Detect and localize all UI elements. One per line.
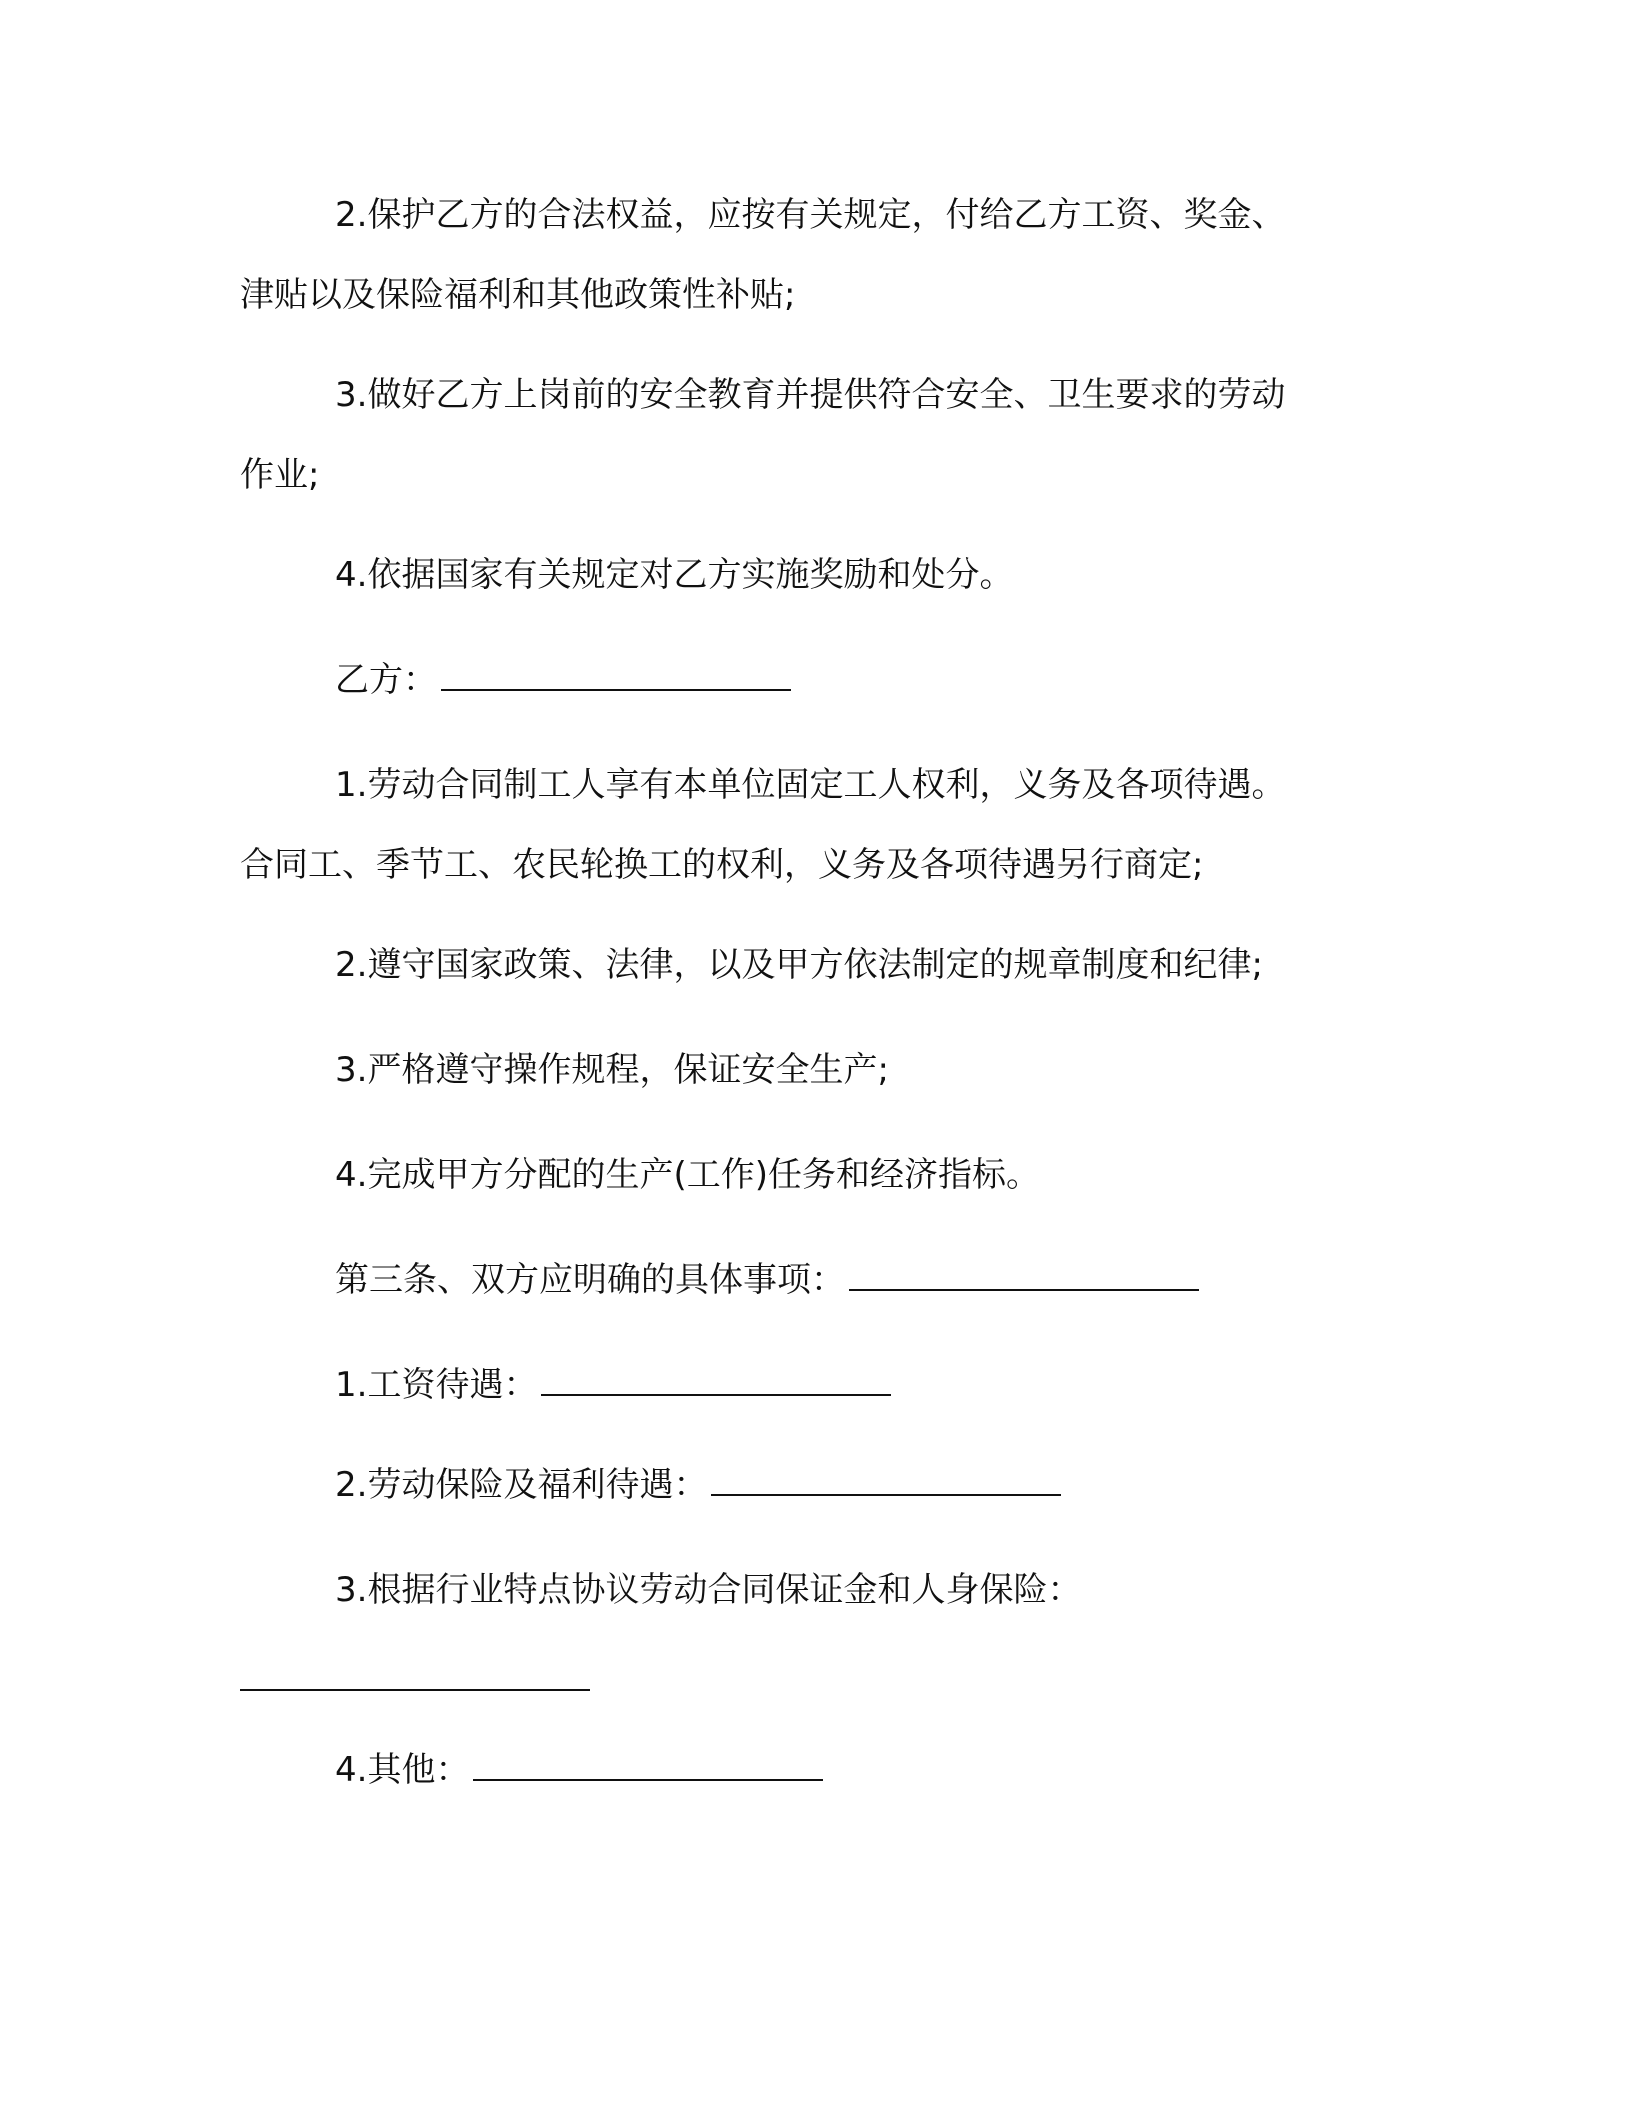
jia-item-3-line-1 xyxy=(240,350,1485,440)
article-3-item-2 xyxy=(240,1440,1485,1530)
article-3-item-4-label: 4.其他： xyxy=(335,1750,470,1790)
jia-item-4 xyxy=(240,530,1485,620)
article-3-item-1 xyxy=(240,1340,1485,1430)
article-3-item-3-blank-line xyxy=(240,1635,1390,1725)
yi-party-label: 乙方： xyxy=(335,660,437,700)
jia-item-2-line-2 xyxy=(240,250,1390,340)
jia-item-3-text-2: 作业; xyxy=(240,455,320,495)
article-3-item-4 xyxy=(240,1725,1485,1815)
yi-item-1-line-1 xyxy=(240,740,1485,830)
yi-item-3-text: 3.严格遵守操作规程，保证安全生产; xyxy=(335,1050,889,1090)
jia-item-2-text-2: 津贴以及保险福利和其他政策性补贴; xyxy=(240,275,796,315)
article-3-item-4-blank[interactable] xyxy=(473,1778,823,1781)
jia-item-2-text-1: 2.保护乙方的合法权益，应按有关规定，付给乙方工资、奖金、 xyxy=(335,195,1286,235)
yi-item-4-text: 4.完成甲方分配的生产(工作)任务和经济指标。 xyxy=(335,1155,1040,1195)
yi-item-1-line-2 xyxy=(240,820,1390,910)
jia-item-3-text-1: 3.做好乙方上岗前的安全教育并提供符合安全、卫生要求的劳动 xyxy=(335,375,1286,415)
yi-party-blank[interactable] xyxy=(441,688,791,691)
article-3-item-1-label: 1.工资待遇： xyxy=(335,1365,538,1405)
yi-item-1-text-1: 1.劳动合同制工人享有本单位固定工人权利，义务及各项待遇。 xyxy=(335,765,1286,805)
yi-item-4 xyxy=(240,1130,1485,1220)
yi-item-2-text: 2.遵守国家政策、法律，以及甲方依法制定的规章制度和纪律; xyxy=(335,945,1263,985)
article-3-item-1-blank[interactable] xyxy=(541,1393,891,1396)
article-3-heading-blank[interactable] xyxy=(849,1288,1199,1291)
article-3-item-3-blank[interactable] xyxy=(240,1688,590,1691)
jia-item-2-line-1 xyxy=(240,170,1485,260)
article-3-item-2-label: 2.劳动保险及福利待遇： xyxy=(335,1465,708,1505)
article-3-heading-text: 第三条、双方应明确的具体事项： xyxy=(335,1260,845,1300)
yi-item-1-text-2: 合同工、季节工、农民轮换工的权利，义务及各项待遇另行商定; xyxy=(240,845,1204,885)
article-3-heading xyxy=(240,1235,1485,1325)
yi-item-2 xyxy=(240,920,1485,1010)
article-3-item-3-label: 3.根据行业特点协议劳动合同保证金和人身保险： xyxy=(335,1570,1082,1610)
article-3-item-2-blank[interactable] xyxy=(711,1493,1061,1496)
yi-party-line xyxy=(240,635,1485,725)
jia-item-4-text: 4.依据国家有关规定对乙方实施奖励和处分。 xyxy=(335,555,1014,595)
article-3-item-3 xyxy=(240,1545,1485,1635)
yi-item-3 xyxy=(240,1025,1485,1115)
jia-item-3-line-2 xyxy=(240,430,1390,520)
